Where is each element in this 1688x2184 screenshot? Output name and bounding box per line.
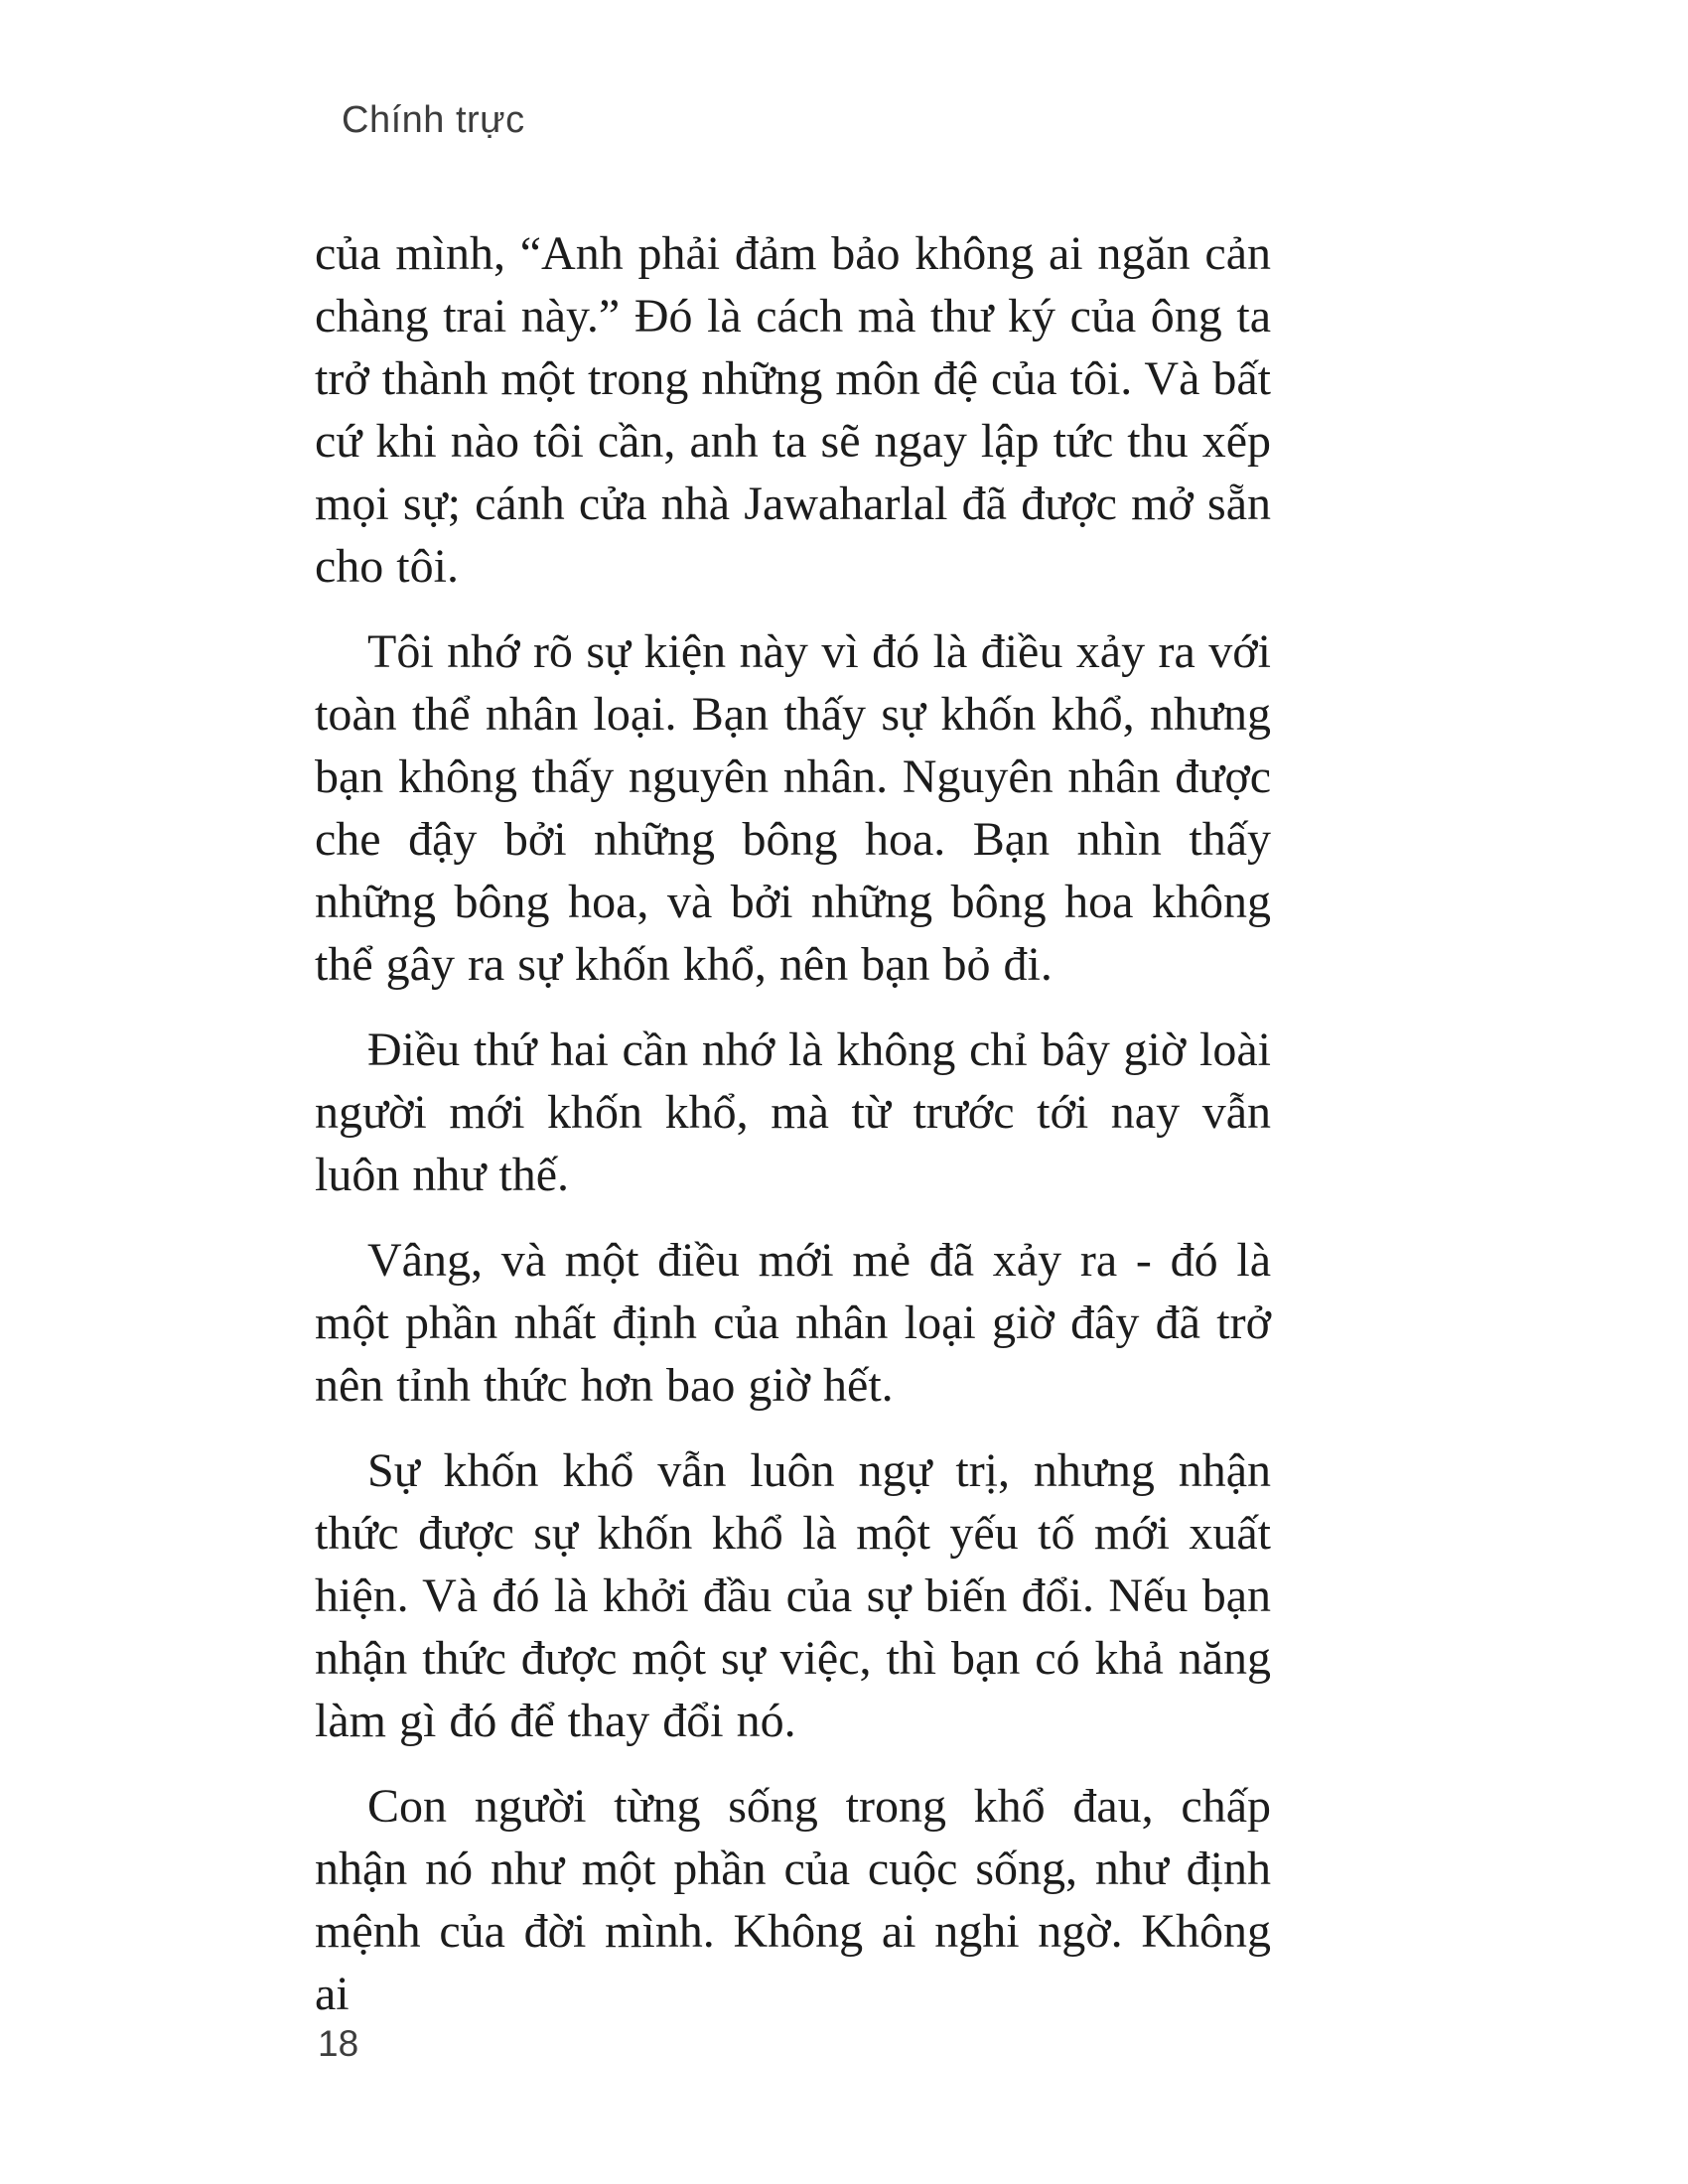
paragraph: Điều thứ hai cần nhớ là không chỉ bây giờ loài người mới khốn khổ, mà từ trước tới nay vẫn luôn như thế. (315, 1024, 1271, 1201)
paragraph: Con người từng sống trong khổ đau, chấp nhận nó như một phần của cuộc sống, như định mệnh của đời mình. Không ai nghi ngờ. Không ai (315, 1780, 1271, 2020)
running-header: Chính trực (342, 99, 525, 141)
paragraph: của mình, “Anh phải đảm bảo không ai ngăn cản chàng trai này.” Đó là cách mà thư ký của ông ta trở thành một trong những môn đệ của tôi. Và bất cứ khi nào tôi cần, anh ta sẽ ngay lập tức thu xếp mọi sự; cánh cửa nhà Jawaharlal đã được mở sẵn cho tôi. (315, 227, 1272, 593)
body-text (315, 222, 1271, 2048)
paragraph: Sự khốn khổ vẫn luôn ngự trị, nhưng nhận thức được sự khốn khổ là một yếu tố mới xuất hiện. Và đó là khởi đầu của sự biến đổi. Nếu bạn nhận thức được một sự việc, thì bạn có khả năng làm gì đó để thay đổi nó. (315, 1444, 1271, 1747)
paragraph: Vâng, và một điều mới mẻ đã xảy ra - đó là một phần nhất định của nhân loại giờ đây đã trở nên tỉnh thức hơn bao giờ hết. (315, 1234, 1271, 1412)
paragraph: Tôi nhớ rõ sự kiện này vì đó là điều xảy ra với toàn thể nhân loại. Bạn thấy sự khốn khổ, nhưng bạn không thấy nguyên nhân. Nguyên nhân được che đậy bởi những bông hoa. Bạn nhìn thấy những bông hoa, và bởi những bông hoa không thể gây ra sự khốn khổ, nên bạn bỏ đi. (315, 625, 1271, 991)
page-number: 18 (318, 2023, 359, 2064)
